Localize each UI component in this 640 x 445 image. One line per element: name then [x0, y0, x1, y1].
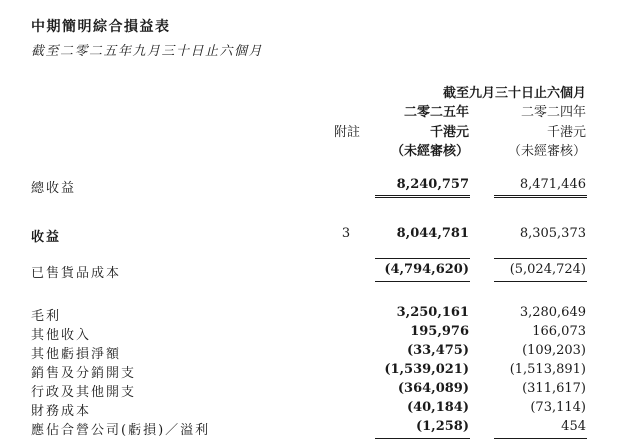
table-row	[0, 419, 640, 439]
value-2025: (40,184)	[406, 400, 469, 415]
table-row	[0, 343, 640, 363]
value-2024: (5,024,724)	[509, 262, 586, 277]
value-2024: 166,073	[532, 324, 586, 339]
value-2025: 8,240,757	[396, 177, 469, 192]
top-rule	[375, 258, 470, 259]
value-2025: 3,250,161	[396, 305, 469, 320]
table-row	[0, 400, 640, 420]
row-label: 財務成本	[31, 404, 92, 419]
table-row	[0, 381, 640, 401]
value-2025: (4,794,620)	[384, 262, 469, 277]
value-2025: 195,976	[410, 324, 469, 339]
row-label: 其他收入	[31, 328, 92, 343]
row-label: 行政及其他開支	[31, 385, 137, 400]
value-2025: (1,258)	[415, 419, 469, 434]
value-2025: (364,089)	[397, 381, 469, 396]
row-label: 已售貨品成本	[31, 266, 122, 281]
period-header: 截至九月三十日止六個月	[442, 86, 586, 101]
value-2024: (109,203)	[522, 343, 586, 358]
table-row	[0, 362, 640, 382]
audit-2024-header: （未經審核）	[507, 144, 586, 159]
subtotal-rule	[494, 438, 587, 439]
table-row	[0, 324, 640, 344]
table-row	[0, 226, 640, 246]
subtotal-rule	[494, 281, 587, 282]
value-2024: 3,280,649	[519, 305, 586, 320]
double-underline	[375, 195, 470, 198]
table-row	[0, 262, 640, 282]
subtotal-rule	[375, 438, 470, 439]
value-2025: (1,539,021)	[384, 362, 469, 377]
statement-subtitle: 截至二零二五年九月三十日止六個月	[31, 44, 264, 59]
value-2025: 8,044,781	[396, 226, 469, 241]
statement-title: 中期簡明綜合損益表	[31, 19, 171, 35]
value-2024: 8,471,446	[519, 177, 586, 192]
value-2024: (1,513,891)	[509, 362, 586, 377]
value-2024: (73,114)	[530, 400, 586, 415]
row-label: 毛利	[31, 309, 62, 324]
row-note: 3	[341, 226, 351, 241]
row-label: 應佔合營公司(虧損)／溢利	[31, 423, 211, 438]
value-2024: (311,617)	[522, 381, 586, 396]
top-rule	[494, 258, 587, 259]
unit-2024-header: 千港元	[546, 125, 586, 140]
subtotal-rule	[375, 281, 470, 282]
unit-2025-header: 千港元	[429, 125, 469, 140]
value-2024: 8,305,373	[519, 226, 586, 241]
value-2024: 454	[561, 419, 586, 434]
year-2025-header: 二零二五年	[403, 105, 469, 120]
year-2024-header: 二零二四年	[520, 105, 586, 120]
table-row	[0, 177, 640, 197]
table-row	[0, 305, 640, 325]
row-label: 銷售及分銷開支	[31, 366, 137, 381]
value-2025: (33,475)	[406, 343, 469, 358]
double-underline	[494, 195, 587, 198]
row-label: 總收益	[31, 181, 77, 196]
row-label: 收益	[31, 230, 62, 245]
audit-2025-header: （未經審核）	[390, 144, 469, 159]
note-header: 附註	[333, 125, 360, 140]
row-label: 其他虧損淨額	[31, 347, 122, 362]
